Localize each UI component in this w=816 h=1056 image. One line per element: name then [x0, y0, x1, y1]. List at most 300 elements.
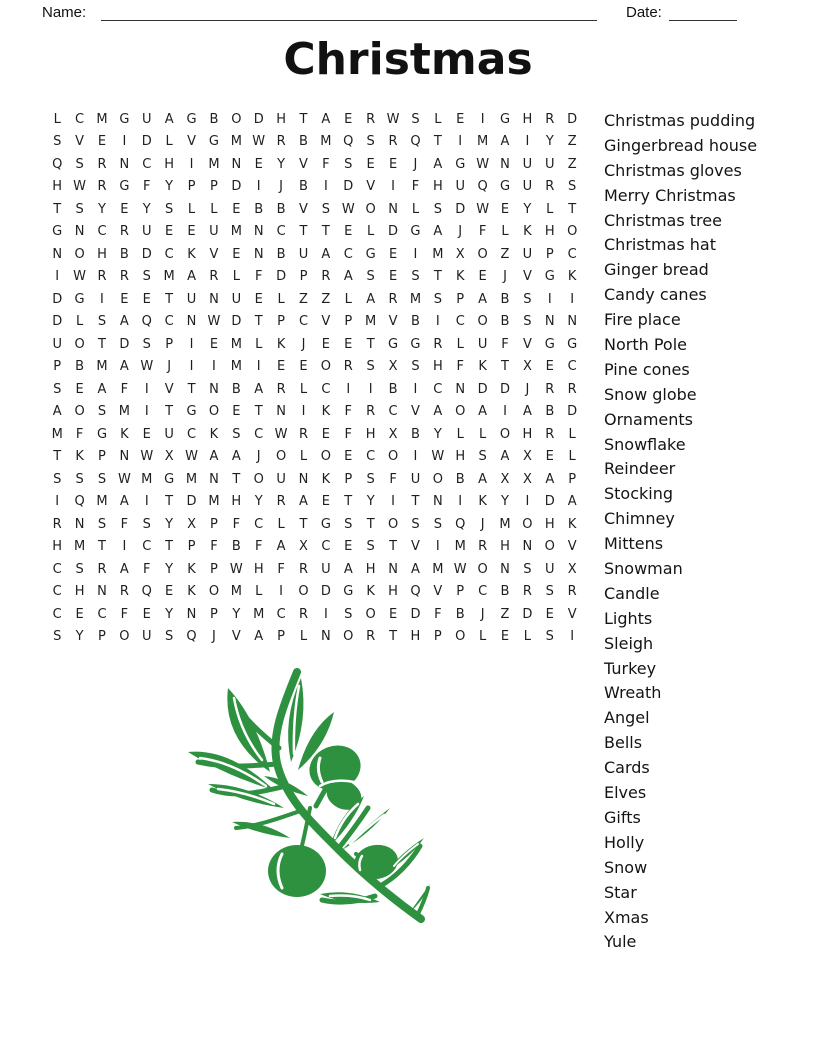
grid-letter: J: [503, 269, 507, 285]
grid-letter: R: [366, 111, 376, 127]
grid-letter: M: [185, 471, 198, 487]
grid-letter: O: [544, 539, 555, 555]
grid-letter: U: [545, 561, 555, 577]
grid-letter: O: [231, 111, 242, 127]
grid-letter: C: [478, 584, 488, 600]
grid-letter: T: [366, 336, 375, 352]
grid-letter: N: [74, 516, 85, 532]
grid-letter: T: [165, 404, 174, 420]
grid-letter: A: [321, 246, 331, 262]
word-list-item: Lights: [604, 608, 653, 628]
word-list-item: Candle: [604, 583, 660, 603]
grid-letter: R: [545, 426, 555, 442]
grid-letter: W: [73, 269, 87, 285]
grid-letter: P: [568, 471, 577, 487]
grid-letter: X: [455, 246, 465, 262]
grid-letter: V: [164, 381, 174, 397]
word-list-item: Mittens: [604, 534, 664, 554]
grid-letter: T: [411, 494, 420, 510]
grid-letter: S: [232, 426, 241, 442]
grid-letter: L: [456, 426, 464, 442]
grid-letter: M: [454, 539, 466, 555]
grid-letter: J: [212, 629, 216, 645]
grid-letter: B: [299, 179, 308, 195]
grid-letter: R: [276, 494, 286, 510]
grid-letter: M: [118, 404, 130, 420]
grid-letter: G: [567, 336, 578, 352]
grid-letter: F: [210, 539, 218, 555]
grid-letter: Y: [501, 494, 509, 510]
grid-letter: C: [366, 449, 376, 465]
grid-letter: Y: [165, 606, 174, 622]
grid-letter: A: [119, 314, 129, 330]
grid-letter: Y: [142, 201, 151, 217]
word-list-item: Yule: [604, 932, 637, 952]
grid-letter: R: [433, 336, 443, 352]
grid-letter: T: [299, 111, 308, 127]
grid-letter: E: [456, 111, 465, 127]
grid-letter: A: [164, 111, 174, 127]
grid-letter: I: [570, 291, 575, 307]
grid-letter: G: [164, 471, 175, 487]
grid-letter: S: [165, 629, 174, 645]
grid-letter: R: [97, 179, 107, 195]
grid-letter: E: [254, 156, 263, 172]
grid-letter: M: [230, 134, 242, 150]
grid-letter: A: [433, 404, 443, 420]
grid-letter: S: [411, 269, 420, 285]
grid-letter: W: [341, 201, 355, 217]
grid-letter: U: [455, 179, 465, 195]
grid-letter: S: [97, 404, 107, 420]
grid-letter: C: [52, 584, 62, 600]
grid-letter: G: [499, 111, 511, 127]
grid-letter: D: [119, 336, 130, 352]
grid-letter: J: [480, 516, 485, 532]
grid-letter: A: [254, 381, 264, 397]
grid-letter: L: [75, 314, 84, 330]
grid-letter: D: [52, 291, 63, 307]
grid-letter: H: [544, 516, 555, 532]
grid-letter: E: [388, 156, 398, 172]
grid-letter: K: [276, 336, 286, 352]
grid-letter: C: [276, 606, 286, 622]
grid-letter: M: [208, 156, 220, 172]
grid-letter: U: [477, 336, 488, 352]
grid-letter: L: [344, 291, 352, 307]
grid-letter: U: [522, 156, 533, 172]
grid-letter: V: [231, 629, 241, 645]
grid-letter: S: [75, 561, 84, 577]
word-list-item: Candy canes: [604, 285, 707, 305]
grid-letter: M: [163, 269, 175, 285]
grid-letter: X: [522, 359, 532, 375]
grid-letter: L: [299, 449, 308, 465]
grid-letter: P: [187, 179, 196, 195]
grid-letter: R: [522, 584, 532, 600]
grid-letter: E: [388, 606, 398, 622]
grid-letter: N: [321, 629, 331, 645]
grid-letter: N: [253, 224, 264, 240]
grid-letter: K: [321, 471, 331, 487]
grid-letter: S: [53, 134, 62, 150]
grid-letter: Y: [75, 629, 84, 645]
grid-letter: N: [119, 156, 130, 172]
grid-letter: S: [411, 111, 420, 127]
grid-letter: I: [525, 134, 530, 150]
grid-letter: U: [522, 246, 533, 262]
grid-letter: C: [298, 314, 309, 330]
grid-letter: S: [97, 516, 107, 532]
grid-letter: W: [185, 449, 198, 465]
grid-letter: O: [432, 471, 443, 487]
word-list-item: Star: [604, 882, 637, 902]
grid-letter: A: [343, 561, 353, 577]
grid-letter: T: [389, 629, 398, 645]
grid-letter: E: [187, 224, 196, 240]
grid-letter: F: [344, 404, 353, 420]
grid-letter: L: [299, 629, 308, 645]
grid-letter: N: [186, 606, 197, 622]
grid-letter: M: [230, 359, 242, 375]
grid-letter: U: [164, 426, 174, 442]
grid-letter: L: [568, 449, 576, 465]
olive-branch-icon: [170, 658, 450, 938]
grid-letter: E: [500, 201, 510, 217]
grid-letter: K: [567, 516, 577, 532]
grid-letter: M: [432, 246, 444, 262]
grid-letter: B: [276, 201, 286, 217]
grid-letter: N: [209, 381, 219, 397]
grid-letter: R: [119, 584, 129, 600]
word-list-item: North Pole: [604, 335, 687, 355]
grid-letter: E: [478, 269, 487, 285]
grid-letter: W: [453, 561, 467, 577]
grid-letter: X: [187, 516, 196, 532]
word-list-item: Stocking: [604, 484, 674, 504]
word-list-item: Snowflake: [604, 434, 686, 454]
grid-letter: D: [141, 134, 152, 150]
grid-letter: C: [321, 381, 331, 397]
grid-letter: D: [455, 201, 466, 217]
grid-letter: A: [433, 156, 443, 172]
grid-letter: T: [254, 404, 263, 420]
grid-letter: S: [97, 471, 107, 487]
grid-letter: K: [366, 584, 375, 600]
grid-letter: F: [254, 539, 263, 555]
grid-letter: V: [522, 336, 532, 352]
grid-letter: R: [209, 269, 219, 285]
grid-letter: E: [209, 336, 219, 352]
grid-letter: I: [413, 246, 418, 262]
grid-letter: Z: [299, 291, 308, 307]
grid-letter: X: [522, 471, 532, 487]
grid-letter: Y: [366, 494, 375, 510]
grid-letter: X: [522, 449, 532, 465]
grid-letter: D: [52, 314, 63, 330]
grid-letter: H: [500, 539, 510, 555]
grid-letter: Q: [141, 314, 152, 330]
grid-letter: F: [456, 359, 464, 375]
word-list-item: Chimney: [604, 509, 675, 529]
grid-letter: H: [74, 584, 85, 600]
grid-letter: Z: [500, 606, 510, 622]
grid-letter: Y: [277, 156, 286, 172]
grid-letter: I: [570, 629, 575, 645]
grid-letter: U: [142, 224, 152, 240]
grid-letter: S: [411, 516, 420, 532]
word-list-item: Merry Christmas: [604, 185, 736, 205]
grid-letter: U: [298, 246, 309, 262]
grid-letter: Y: [165, 516, 174, 532]
grid-letter: F: [120, 381, 129, 397]
grid-letter: R: [52, 516, 62, 532]
grid-letter: R: [478, 539, 488, 555]
grid-letter: H: [522, 426, 533, 442]
grid-letter: A: [119, 494, 129, 510]
grid-letter: Z: [500, 246, 510, 262]
grid-letter: S: [523, 561, 532, 577]
grid-letter: C: [254, 426, 264, 442]
grid-letter: W: [229, 561, 243, 577]
grid-letter: H: [388, 584, 398, 600]
grid-letter: S: [344, 516, 353, 532]
grid-letter: T: [299, 224, 308, 240]
grid-letter: A: [187, 269, 196, 285]
grid-letter: I: [55, 269, 60, 285]
grid-letter: R: [343, 359, 353, 375]
grid-letter: S: [142, 336, 151, 352]
grid-letter: C: [97, 606, 107, 622]
grid-letter: R: [388, 134, 398, 150]
grid-letter: Z: [567, 134, 577, 150]
grid-letter: D: [544, 494, 555, 510]
grid-letter: U: [231, 291, 242, 307]
word-search-grid: [46, 108, 583, 648]
grid-letter: V: [299, 156, 308, 172]
grid-letter: O: [522, 516, 533, 532]
grid-letter: F: [478, 224, 487, 240]
grid-letter: C: [433, 381, 443, 397]
grid-letter: R: [298, 561, 309, 577]
grid-letter: N: [388, 561, 398, 577]
grid-letter: U: [142, 111, 152, 127]
grid-letter: E: [321, 494, 330, 510]
grid-letter: I: [435, 539, 440, 555]
grid-letter: L: [277, 291, 285, 307]
grid-letter: V: [299, 201, 308, 217]
grid-letter: W: [476, 156, 490, 172]
grid-letter: P: [545, 246, 554, 262]
grid-letter: I: [256, 359, 261, 375]
grid-letter: I: [256, 179, 261, 195]
grid-letter: A: [119, 561, 129, 577]
word-list-item: Christmas gloves: [604, 160, 742, 180]
grid-letter: S: [568, 179, 577, 195]
grid-letter: L: [478, 426, 487, 442]
grid-letter: I: [525, 494, 530, 510]
grid-letter: G: [186, 111, 197, 127]
grid-letter: R: [567, 584, 577, 600]
grid-letter: T: [433, 134, 442, 150]
word-list-item: Turkey: [604, 658, 657, 678]
grid-letter: E: [142, 606, 151, 622]
grid-letter: K: [478, 494, 487, 510]
grid-letter: N: [52, 246, 63, 262]
grid-letter: Y: [165, 179, 174, 195]
grid-letter: A: [500, 449, 510, 465]
grid-letter: F: [389, 471, 397, 487]
grid-letter: W: [386, 111, 400, 127]
grid-letter: G: [52, 224, 63, 240]
grid-letter: I: [144, 404, 149, 420]
grid-letter: D: [231, 314, 242, 330]
grid-letter: F: [434, 606, 442, 622]
grid-letter: T: [366, 516, 375, 532]
grid-letter: I: [122, 134, 127, 150]
grid-letter: L: [210, 201, 218, 217]
grid-letter: D: [253, 111, 264, 127]
grid-letter: N: [276, 404, 286, 420]
grid-letter: F: [120, 516, 129, 532]
grid-letter: B: [500, 291, 510, 307]
grid-letter: P: [277, 629, 286, 645]
grid-letter: C: [52, 561, 62, 577]
grid-letter: N: [500, 156, 510, 172]
grid-letter: L: [367, 224, 375, 240]
grid-letter: M: [96, 494, 108, 510]
grid-letter: I: [122, 539, 127, 555]
grid-letter: E: [97, 134, 107, 150]
grid-letter: B: [299, 134, 308, 150]
grid-letter: B: [388, 381, 398, 397]
grid-letter: E: [232, 404, 241, 420]
grid-letter: E: [232, 201, 241, 217]
grid-letter: K: [523, 224, 532, 240]
grid-letter: M: [96, 359, 108, 375]
grid-letter: U: [321, 561, 331, 577]
grid-letter: S: [142, 269, 151, 285]
grid-letter: X: [164, 449, 174, 465]
grid-letter: E: [142, 426, 151, 442]
grid-letter: T: [165, 539, 174, 555]
grid-letter: Y: [165, 561, 174, 577]
grid-letter: S: [75, 471, 84, 487]
grid-letter: J: [525, 381, 530, 397]
grid-letter: B: [500, 314, 510, 330]
grid-letter: S: [53, 629, 62, 645]
grid-letter: S: [142, 516, 151, 532]
grid-letter: J: [167, 359, 172, 375]
grid-letter: I: [346, 381, 351, 397]
grid-letter: K: [187, 561, 196, 577]
grid-letter: F: [277, 561, 285, 577]
grid-letter: X: [567, 561, 577, 577]
word-list-item: Elves: [604, 783, 647, 803]
grid-letter: T: [187, 381, 196, 397]
grid-letter: C: [187, 426, 197, 442]
grid-letter: O: [387, 516, 399, 532]
grid-letter: B: [455, 471, 465, 487]
grid-letter: Y: [98, 201, 106, 217]
grid-letter: H: [276, 111, 286, 127]
grid-letter: O: [477, 246, 488, 262]
grid-letter: D: [186, 494, 197, 510]
grid-letter: E: [165, 584, 174, 600]
grid-letter: A: [254, 629, 264, 645]
grid-letter: Q: [52, 156, 63, 172]
grid-letter: T: [98, 539, 106, 555]
grid-letter: M: [51, 426, 63, 442]
grid-letter: H: [365, 561, 376, 577]
grid-letter: O: [320, 359, 331, 375]
date-blank-line: [669, 0, 737, 21]
grid-letter: I: [301, 404, 306, 420]
grid-letter: M: [409, 291, 422, 307]
grid-letter: L: [478, 629, 487, 645]
grid-letter: A: [410, 561, 420, 577]
grid-letter: D: [567, 404, 578, 420]
grid-letter: J: [458, 224, 463, 240]
grid-letter: H: [365, 426, 376, 442]
grid-letter: B: [231, 539, 241, 555]
grid-letter: W: [476, 201, 490, 217]
grid-letter: A: [478, 291, 488, 307]
grid-letter: E: [344, 111, 353, 127]
grid-letter: L: [255, 584, 263, 600]
grid-letter: S: [366, 539, 375, 555]
grid-letter: P: [210, 606, 218, 622]
grid-letter: K: [187, 246, 196, 262]
grid-letter: S: [478, 449, 487, 465]
grid-letter: U: [209, 224, 219, 240]
word-list-item: Gingerbread house: [604, 135, 758, 155]
grid-letter: C: [142, 156, 152, 172]
grid-letter: O: [74, 246, 85, 262]
grid-letter: G: [119, 111, 130, 127]
grid-letter: N: [186, 314, 197, 330]
grid-letter: U: [142, 629, 152, 645]
grid-letter: E: [276, 359, 286, 375]
date-label: Date:: [626, 4, 662, 21]
grid-letter: D: [500, 381, 511, 397]
grid-letter: P: [165, 336, 174, 352]
grid-letter: N: [209, 471, 219, 487]
grid-letter: A: [567, 494, 577, 510]
grid-letter: S: [75, 201, 84, 217]
grid-letter: I: [391, 494, 395, 510]
grid-letter: D: [231, 179, 242, 195]
grid-letter: J: [279, 179, 284, 195]
grid-letter: V: [388, 314, 398, 330]
grid-letter: W: [73, 179, 87, 195]
grid-letter: E: [120, 201, 129, 217]
grid-letter: Q: [343, 134, 354, 150]
grid-letter: N: [388, 201, 398, 217]
grid-letter: A: [97, 381, 107, 397]
word-list-item: Angel: [604, 708, 650, 728]
grid-letter: B: [410, 314, 420, 330]
grid-letter: D: [410, 606, 421, 622]
grid-letter: B: [254, 201, 264, 217]
grid-letter: J: [480, 606, 485, 622]
grid-letter: V: [410, 404, 420, 420]
grid-letter: S: [53, 381, 62, 397]
grid-letter: U: [522, 179, 533, 195]
grid-letter: M: [73, 539, 86, 555]
grid-letter: F: [120, 606, 129, 622]
grid-letter: J: [413, 156, 418, 172]
